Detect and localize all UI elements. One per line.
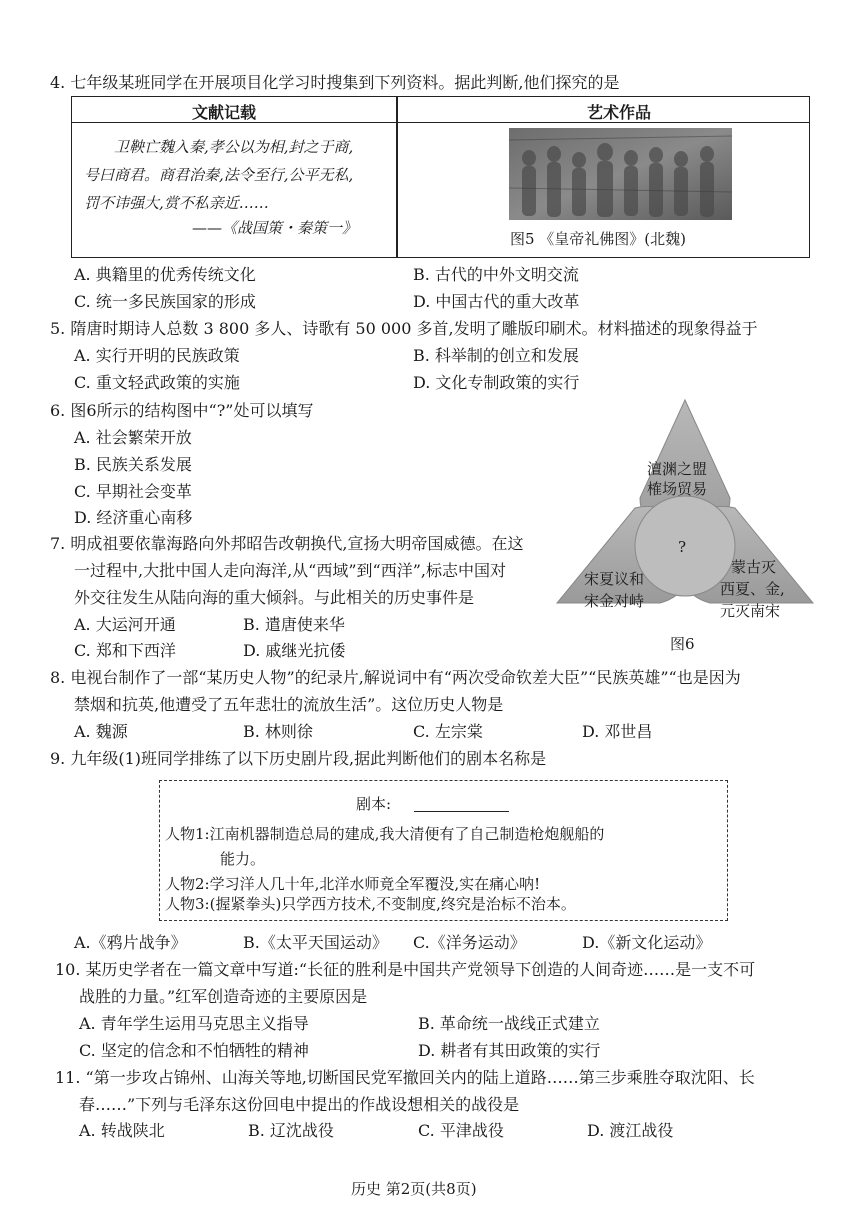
- quote-line-1: 卫鞅亡魏入秦,孝公以为相,封之于商,: [114, 138, 354, 156]
- document-quote: [84, 133, 389, 217]
- q11-option-a[interactable]: A. 转战陕北: [79, 1121, 165, 1140]
- q8-option-c[interactable]: C. 左宗棠: [413, 722, 483, 741]
- table-column-divider: [396, 97, 398, 257]
- q6-option-a[interactable]: A. 社会繁荣开放: [74, 428, 192, 447]
- q8-option-b[interactable]: B. 林则徐: [243, 722, 313, 741]
- q11-option-c[interactable]: C. 平津战役: [418, 1121, 504, 1140]
- script-person-1-line1: 人物1:江南机器制造总局的建成,我大清便有了自己制造枪炮舰船的: [165, 825, 605, 843]
- q10-option-d[interactable]: D. 耕者有其田政策的实行: [418, 1041, 601, 1060]
- q9-option-b[interactable]: B.《太平天国运动》: [243, 933, 388, 952]
- q8-option-a[interactable]: A. 魏源: [74, 722, 128, 741]
- fig6-top-line1: 澶渊之盟: [647, 460, 708, 478]
- q8-option-d[interactable]: D. 邓世昌: [582, 722, 653, 741]
- question-5-stem: 5. 隋唐时期诗人总数 3 800 多人、诗歌有 50 000 多首,发明了雕版印刷术。材料描述的现象得益于: [50, 319, 758, 338]
- q9-option-a[interactable]: A.《鸦片战争》: [74, 933, 187, 952]
- fig6-top-line2: 榷场贸易: [647, 480, 708, 498]
- script-title-blank: [414, 811, 509, 812]
- table-header-row: [72, 97, 809, 123]
- question-7-line3: 外交往发生从陆向海的重大倾斜。与此相关的历史事件是: [74, 588, 475, 607]
- fig6-center-question: ?: [678, 538, 687, 556]
- script-person-3: 人物3:(握紧拳头)只学西方技术,不变制度,终究是治标不治本。: [165, 895, 576, 913]
- q4-option-a[interactable]: A. 典籍里的优秀传统文化: [74, 265, 256, 284]
- q4-materials-table: [71, 96, 810, 258]
- figure-6-caption: 图6: [670, 635, 695, 653]
- q9-option-c[interactable]: C.《洋务运动》: [413, 933, 526, 952]
- script-title: 剧本:: [356, 795, 392, 813]
- question-7-line2: 一过程中,大批中国人走向海洋,从“西域”到“西洋”,标志中国对: [74, 561, 506, 580]
- question-10-line1: 10. 某历史学者在一篇文章中写道:“长征的胜利是中国共产党领导下创造的人间奇迹……是一支不可: [55, 960, 756, 979]
- q10-option-a[interactable]: A. 青年学生运用马克思主义指导: [79, 1014, 309, 1033]
- question-6-stem: 6. 图6所示的结构图中“?”处可以填写: [50, 401, 314, 420]
- fig6-left-line2: 宋金对峙: [584, 592, 645, 610]
- q7-option-d[interactable]: D. 戚继光抗倭: [243, 641, 346, 660]
- q11-option-d[interactable]: D. 渡江战役: [587, 1121, 674, 1140]
- script-person-2: 人物2:学习洋人几十年,北洋水师竟全军覆没,实在痛心呐!: [165, 875, 541, 893]
- q6-option-c[interactable]: C. 早期社会变革: [74, 482, 192, 501]
- figure-5-caption: 图5 《皇帝礼佛图》(北魏): [510, 230, 687, 248]
- q4-option-d[interactable]: D. 中国古代的重大改革: [413, 292, 580, 311]
- question-11-line2: 春……”下列与毛泽东这份回电中提出的作战设想相关的战役是: [79, 1095, 520, 1114]
- q7-option-a[interactable]: A. 大运河开通: [74, 615, 176, 634]
- question-7-line1: 7. 明成祖要依靠海路向外邦昭告改朝换代,宣扬大明帝国威德。在这: [50, 534, 524, 553]
- question-4-stem: 4. 七年级某班同学在开展项目化学习时搜集到下列资料。据此判断,他们探究的是: [50, 73, 620, 92]
- fig6-right-line2: 西夏、金,: [720, 580, 785, 598]
- header-artworks: 艺术作品: [587, 103, 652, 122]
- q6-option-d[interactable]: D. 经济重心南移: [74, 508, 193, 527]
- q4-option-c[interactable]: C. 统一多民族国家的形成: [74, 292, 256, 311]
- header-documents: 文献记载: [192, 103, 257, 122]
- quote-line-2: 号曰商君。商君治秦,法令至行,公平无私,: [84, 166, 354, 184]
- page-footer: 历史 第2页(共8页): [351, 1180, 477, 1198]
- q10-option-c[interactable]: C. 坚定的信念和不怕牺牲的精神: [79, 1041, 309, 1060]
- script-person-1-line2: 能力。: [220, 850, 266, 868]
- q9-option-d[interactable]: D.《新文化运动》: [582, 933, 712, 952]
- fig6-right-line1: 蒙古灭: [731, 558, 777, 576]
- question-9-stem: 9. 九年级(1)班同学排练了以下历史剧片段,据此判断他们的剧本名称是: [50, 749, 547, 768]
- q4-option-b[interactable]: B. 古代的中外文明交流: [413, 265, 579, 284]
- q7-option-c[interactable]: C. 郑和下西洋: [74, 641, 176, 660]
- script-box: [159, 780, 728, 921]
- quote-source: ——《战国策・秦策一》: [192, 219, 358, 237]
- q11-option-b[interactable]: B. 辽沈战役: [248, 1121, 334, 1140]
- question-10-line2: 战胜的力量。”红军创造奇迹的主要原因是: [79, 987, 368, 1006]
- question-8-line1: 8. 电视台制作了一部“某历史人物”的纪录片,解说词中有“两次受命钦差大臣”“民族英雄”“也是因为: [50, 668, 741, 687]
- question-11-line1: 11. “第一步攻占锦州、山海关等地,切断国民党军撤回关内的陆上道路……第三步乘胜夺取沈阳、长: [55, 1068, 755, 1087]
- relief-image: [509, 128, 732, 220]
- question-8-line2: 禁烟和抗英,他遭受了五年悲壮的流放生活”。这位历史人物是: [74, 695, 504, 714]
- fig6-left-line1: 宋夏议和: [584, 570, 645, 588]
- q5-option-a[interactable]: A. 实行开明的民族政策: [74, 346, 240, 365]
- quote-line-3: 罚不讳强大,赏不私亲近……: [84, 194, 269, 212]
- q7-option-b[interactable]: B. 遣唐使来华: [243, 615, 345, 634]
- q5-option-d[interactable]: D. 文化专制政策的实行: [413, 373, 580, 392]
- q10-option-b[interactable]: B. 革命统一战线正式建立: [418, 1014, 600, 1033]
- q5-option-b[interactable]: B. 科举制的创立和发展: [413, 346, 579, 365]
- q6-option-b[interactable]: B. 民族关系发展: [74, 455, 192, 474]
- fig6-right-line3: 元灭南宋: [720, 602, 781, 620]
- q5-option-c[interactable]: C. 重文轻武政策的实施: [74, 373, 240, 392]
